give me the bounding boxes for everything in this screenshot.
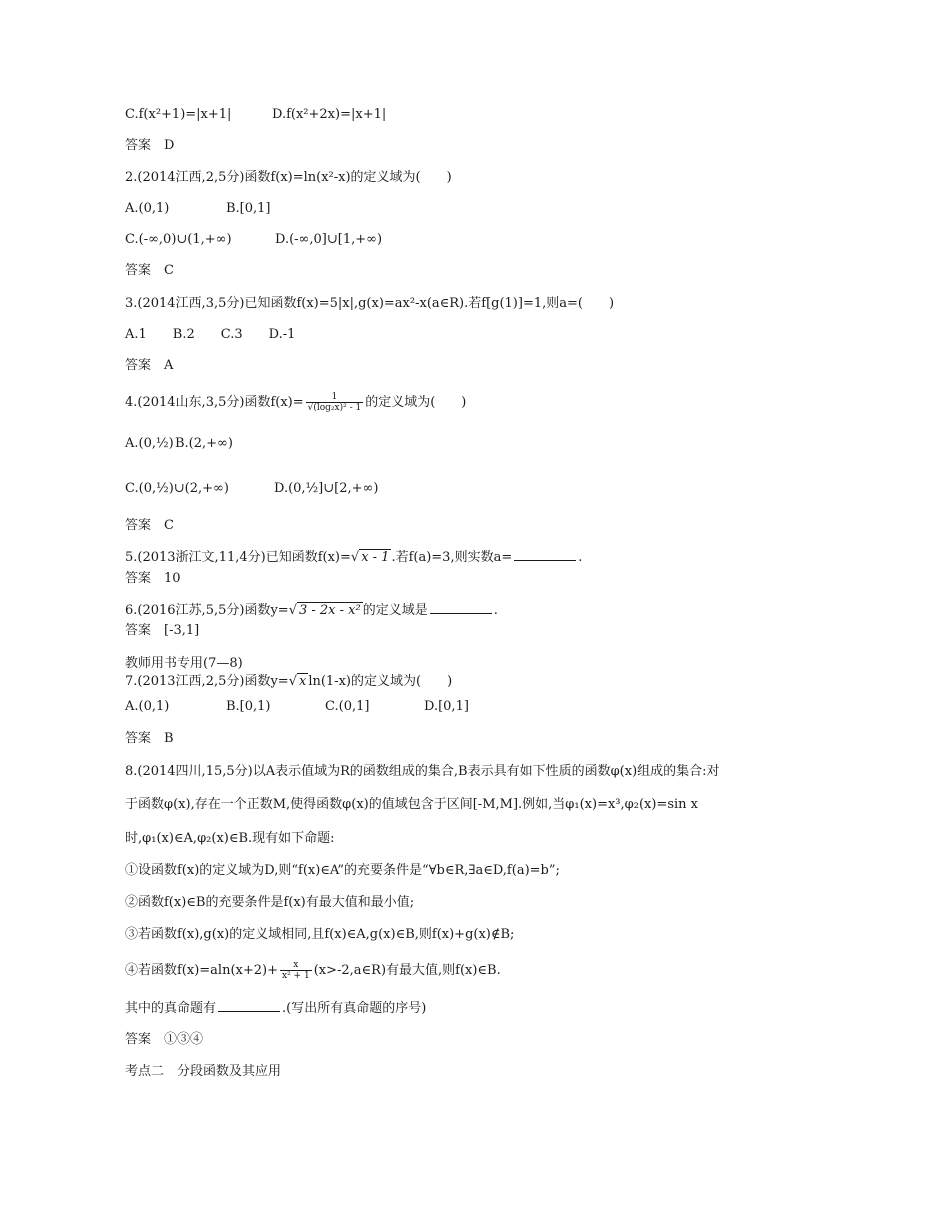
q5-radicand: x - 1: [361, 550, 390, 565]
q5-suffix: .若f(a)=3,则实数a=: [391, 550, 513, 565]
q6-sqrt-sign: √: [288, 603, 297, 618]
q4-fraction-numerator: 1: [306, 392, 364, 403]
q8-ask-suffix: .(写出所有真命题的序号): [282, 1001, 427, 1016]
q6-answer-blank[interactable]: [430, 601, 492, 614]
q2-option-b: B.[0,1]: [226, 201, 271, 216]
q7-prefix: 7.(2013江西,2,5分)函数y=: [125, 674, 289, 689]
q4-a-interval: (0,½): [138, 436, 174, 451]
q4-fraction: [306, 392, 364, 413]
q4-a-prefix: A.: [125, 436, 139, 451]
q4-fraction-denominator: √(log₂x)² - 1: [307, 403, 362, 413]
answer-7: 答案 B: [125, 731, 174, 746]
q7-option-d: D.[0,1]: [424, 699, 469, 714]
q4-prefix: 4.(2014山东,3,5分)函数f(x)=: [125, 395, 304, 410]
q7-option-a: A.(0,1): [125, 699, 170, 714]
q6-prefix: 6.(2016江苏,5,5分)函数y=: [125, 603, 289, 618]
q4-option-a: [125, 436, 174, 452]
q5-answer-blank[interactable]: [514, 548, 576, 561]
q4-option-c: [125, 481, 229, 497]
q6-radicand: 3 - 2x - x²: [298, 603, 361, 618]
q4-suffix: 的定义域为( ): [365, 395, 467, 410]
answer-3: 答案 A: [125, 358, 174, 373]
q8-p4-denominator: x² + 1: [282, 971, 310, 981]
q8-ask-prefix: 其中的真命题有: [125, 1001, 217, 1016]
answer-2: 答案 C: [125, 263, 174, 278]
q6-suffix: 的定义域是: [362, 603, 428, 618]
question-8-line-3: 时,φ₁(x)∈A,φ₂(x)∈B.现有如下命题:: [125, 831, 335, 846]
q8-p4-numerator: x: [280, 960, 312, 971]
q5-prefix: 5.(2013浙江文,11,4分)已知函数f(x)=: [125, 550, 351, 565]
q8-p4-suffix: (x>-2,a∈R)有最大值,则f(x)∈B.: [313, 963, 501, 978]
question-3: 3.(2014江西,3,5分)已知函数f(x)=5|x|,g(x)=ax²-x(a∈R).若f[g(1)]=1,则a=( ): [125, 296, 615, 311]
question-4: [125, 392, 466, 413]
q4-option-d: [274, 481, 378, 497]
question-8-line-1: 8.(2014四川,15,5分)以A表示值域为R的函数组成的集合,B表示具有如下性质的函数φ(x)组成的集合:对: [125, 764, 720, 779]
q8-proposition-4: [125, 960, 501, 981]
q8-p4-prefix: ④若函数f(x)=aln(x+2)+: [125, 963, 278, 978]
q8-p4-fraction: [280, 960, 312, 981]
q4-c-prefix: C.: [125, 481, 139, 496]
q8-proposition-2: ②函数f(x)∈B的充要条件是f(x)有最大值和最小值;: [125, 895, 415, 910]
q8-proposition-1: ①设函数f(x)的定义域为D,则“f(x)∈A”的充要条件是“∀b∈R,∃a∈D,f(a)=b”;: [125, 863, 560, 878]
q8-answer-blank[interactable]: [218, 999, 280, 1012]
q4-d-prefix: D.: [274, 481, 289, 496]
q4-d-suffix: ∪[2,+∞): [323, 481, 379, 496]
section-heading: 考点二 分段函数及其应用: [125, 1064, 282, 1079]
teacher-section-title: 教师用书专用(7—8): [125, 656, 243, 671]
q7-sqrt-sign: √: [288, 674, 297, 689]
question-7: [125, 674, 452, 690]
q7-radicand: x: [298, 674, 307, 689]
q4-c-suffix: ∪(2,+∞): [173, 481, 229, 496]
q4-c-interval: (0,½): [138, 481, 174, 496]
q7-option-c: C.(0,1]: [325, 699, 370, 714]
q1-option-c: C.f(x²+1)=|x+1|: [125, 107, 232, 122]
answer-5: 答案 10: [125, 571, 181, 586]
q4-d-interval: (0,½]: [288, 481, 324, 496]
question-8-line-2: 于函数φ(x),存在一个正数M,使得函数φ(x)的值域包含于区间[-M,M].例如,当φ₁(x)=x³,φ₂(x)=sin x: [125, 797, 698, 812]
q2-option-c: C.(-∞,0)∪(1,+∞): [125, 232, 232, 247]
q2-option-d: D.(-∞,0]∪[1,+∞): [275, 232, 383, 247]
q1-option-d: D.f(x²+2x)=|x+1|: [272, 107, 387, 122]
q7-suffix: ln(1-x)的定义域为( ): [308, 674, 453, 689]
question-5: [125, 548, 582, 566]
q7-option-b: B.[0,1): [226, 699, 271, 714]
answer-6: 答案 [-3,1]: [125, 623, 200, 638]
q5-sqrt-sign: √: [350, 550, 360, 565]
answer-4: 答案 C: [125, 518, 174, 533]
question-2: 2.(2014江西,2,5分)函数f(x)=ln(x²-x)的定义域为( ): [125, 170, 452, 185]
q2-option-a: A.(0,1): [125, 201, 170, 216]
answer-1: 答案 D: [125, 138, 175, 153]
q3-options: A.1 B.2 C.3 D.-1: [125, 327, 296, 342]
q8-proposition-3: ③若函数f(x),g(x)的定义域相同,且f(x)∈A,g(x)∈B,则f(x)+g(x)∉B;: [125, 927, 515, 942]
q4-option-b: B.(2,+∞): [175, 436, 233, 451]
answer-8: 答案 ①③④: [125, 1032, 204, 1047]
q6-end: .: [493, 603, 498, 618]
q5-end: .: [578, 550, 583, 565]
q8-ask: [125, 999, 426, 1017]
question-6: [125, 601, 498, 619]
